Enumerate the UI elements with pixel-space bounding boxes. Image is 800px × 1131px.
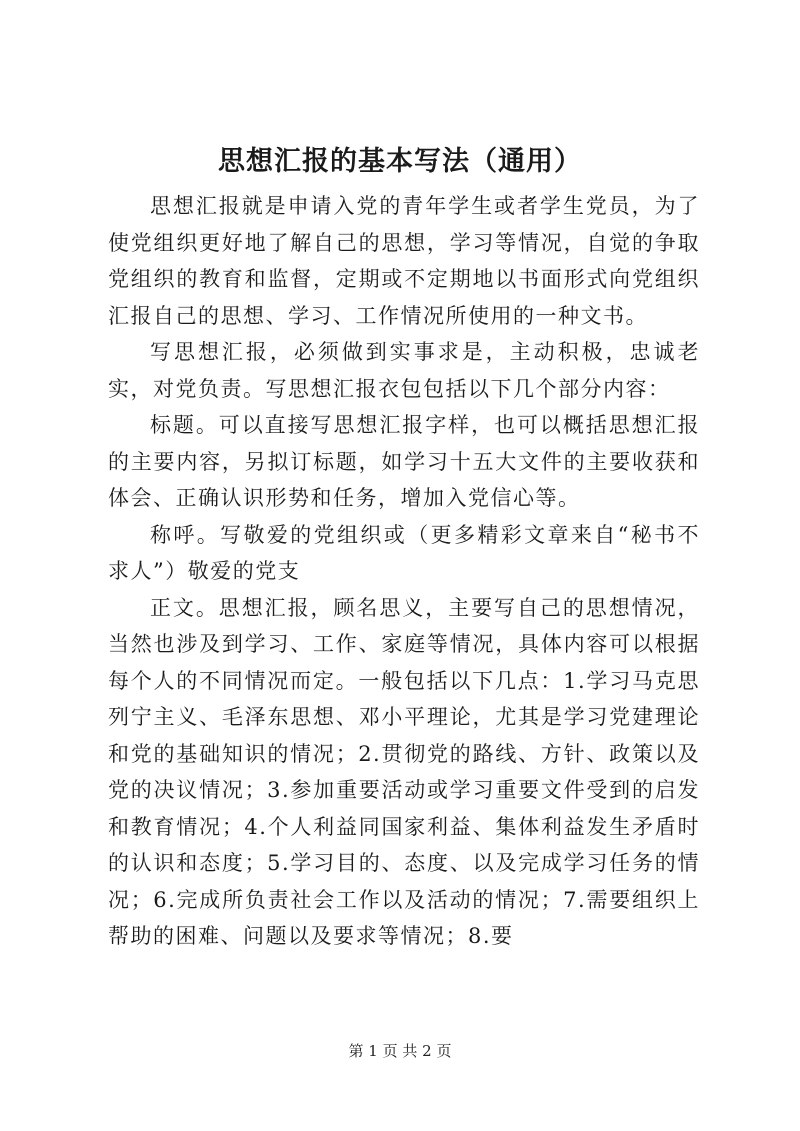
paragraph-requirements: 写思想汇报，必须做到实事求是，主动积极，忠诚老实，对党负责。写思想汇报衣包包括以下几个部分内容： — [108, 340, 700, 401]
document-body — [108, 188, 700, 955]
paragraph-salutation: 称呼。写敬爱的党组织或（更多精彩文章来自“秘书不求人”）敬爱的党支 — [108, 522, 700, 583]
paragraph-title-section: 标题。可以直接写思想汇报字样，也可以概括思想汇报的主要内容，另拟订标题，如学习十五大文件的主要收获和体会、正确认识形势和任务，增加入党信心等。 — [108, 413, 700, 510]
document-title: 思想汇报的基本写法（通用） — [218, 146, 582, 177]
paragraph-definition: 思想汇报就是申请入党的青年学生或者学生党员，为了使党组织更好地了解自己的思想，学习等情况，自觉的争取党组织的教育和监督，定期或不定期地以书面形式向党组织汇报自己的思想、学习、工作情况所使用的一种文书。 — [108, 194, 700, 328]
page-number-footer: 第 1 页 共 2 页 — [348, 1042, 452, 1060]
paragraph-main-body: 正文。思想汇报，顾名思义，主要写自己的思想情况，当然也涉及到学习、工作、家庭等情况，具体内容可以根据每个人的不同情况而定。一般包括以下几点：1.学习马克思列宁主义、毛泽东思想、邓小平理论，尤其是学习党建理论和党的基础知识的情况；2.贯彻党的路线、方针、政策以及党的决议情况；3.参加重要活动或学习重要文件受到的启发和教育情况；4.个人利益同国家利益、集体利益发生矛盾时的认识和态度；5.学习目的、态度、以及完成学习任务的情况；6.完成所负责社会工作以及活动的情况；7.需要组织上帮助的困难、问题以及要求等情况；8.要 — [108, 595, 700, 948]
